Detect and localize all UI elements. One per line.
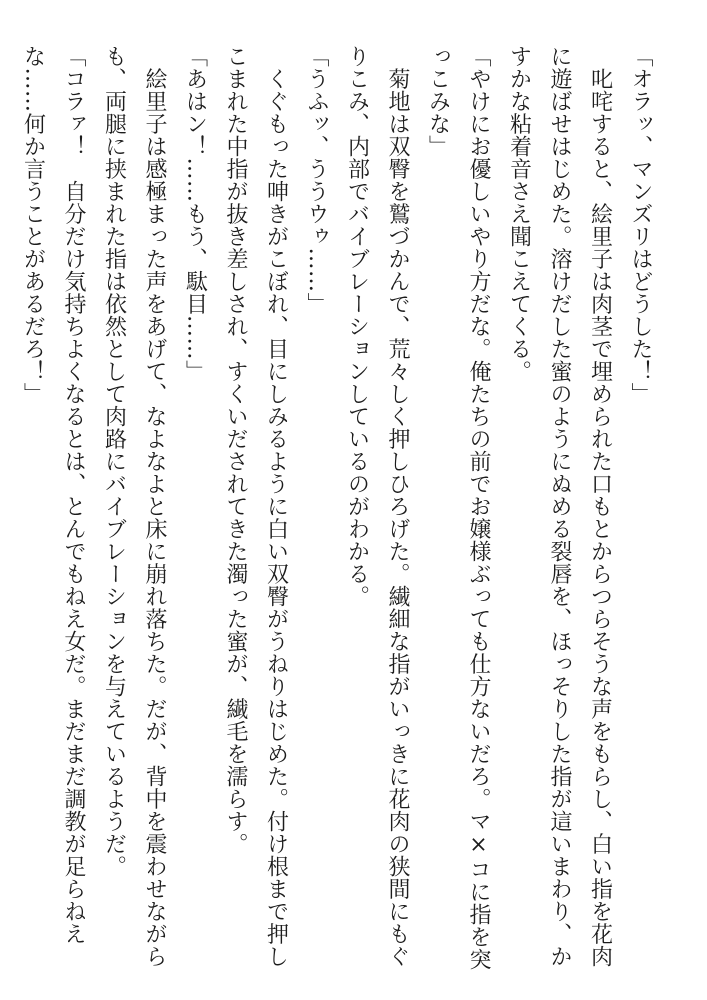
paragraph-narration: くぐもった呻きがこぼれ、目にしみるように白い双臀がうねりはじめた。付け根まで押しこまれた中指が抜き差しされ、すくいだされてきた濁った蜜が、繊毛を濡らす。 — [223, 45, 289, 968]
paragraph-dialogue: 「うふッ、ううウゥ……」 — [304, 45, 329, 315]
paragraph-narration: 絵里子は感極まった声をあげて、なよなよと床に崩れ落ちた。だが、背中を震わせながらも、両腿に挟まれた指は依然として肉路にバイブレーションを与えているようだ。 — [101, 45, 167, 968]
paragraph-narration: 菊地は双臀を鷲づかんで、荒々しく押しひろげた。繊細な指がいっきに花肉の狭間にもぐりこみ、内部でバイブレーションしているのがわかる。 — [344, 45, 410, 968]
paragraph-dialogue: 「コラァ！ 自分だけ気持ちよくなるとは、とんでもねえ女だ。まだまだ調教が足らねえな……何か言うことがあるだろ！」 — [20, 45, 86, 945]
paragraph-dialogue: 「やけにお優しいやり方だな。俺たちの前でお嬢様ぶっても仕方ないだろ。マ×コに指を突っこみな」 — [425, 45, 491, 971]
novel-page — [4, 45, 660, 971]
paragraph-narration: 叱咤すると、絵里子は肉茎で埋められた口もとからつらそうな声をもらし、白い指を花肉に遊ばせはじめた。溶けだした蜜のようにぬめる裂唇を、ほっそりした指が這いまわり、かすかな粘着音さえ聞こえてくる。 — [506, 45, 613, 968]
paragraph-dialogue: 「オラッ、マンズリはどうした！」 — [628, 45, 653, 405]
paragraph-dialogue: 「あはン！……もう、駄目……」 — [182, 45, 208, 383]
